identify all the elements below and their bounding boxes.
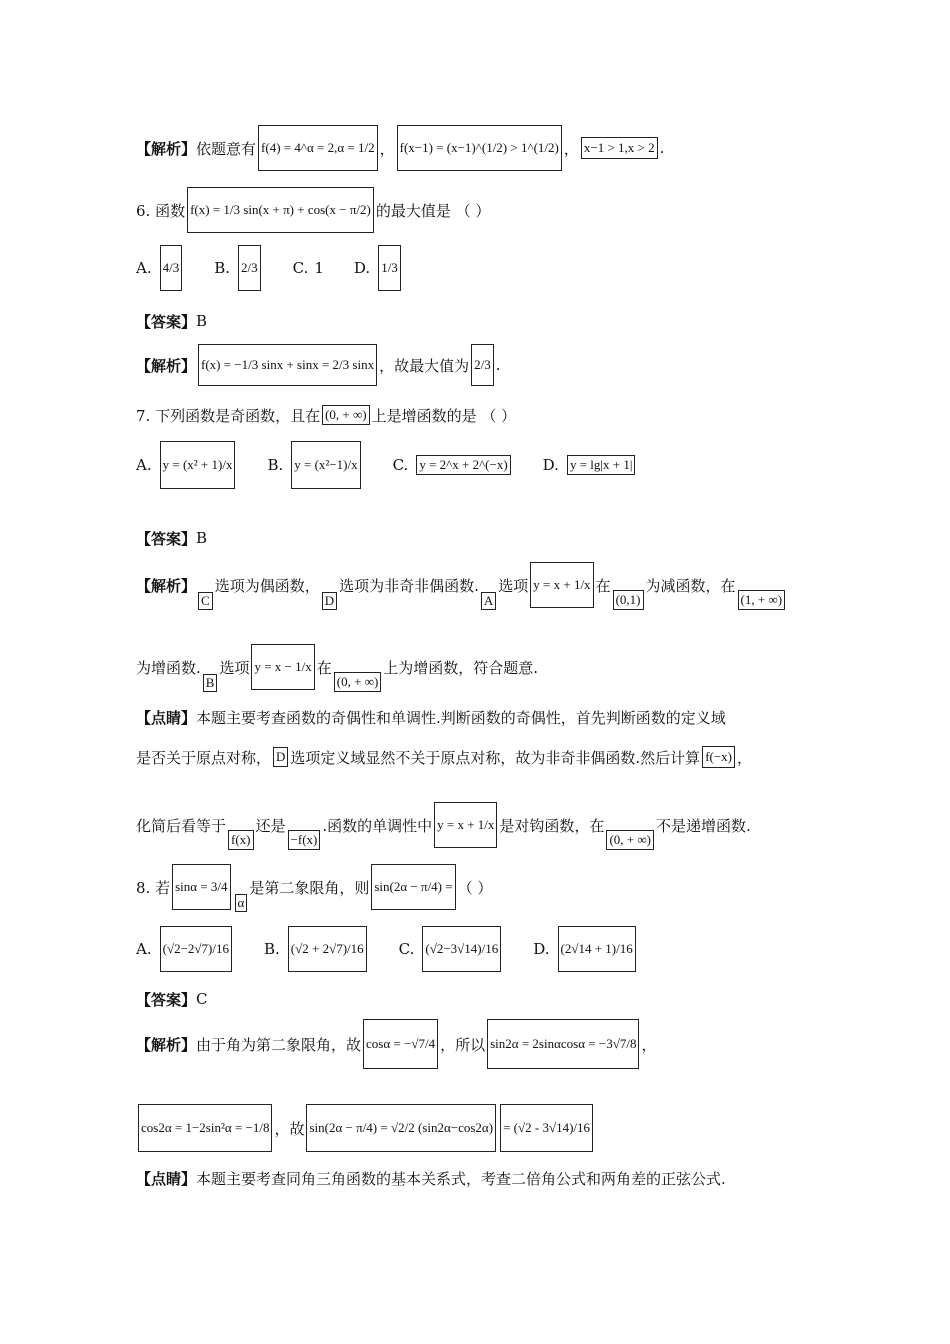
option-c: [399, 926, 504, 972]
math-formula: y = (x² + 1)/x: [160, 441, 236, 489]
math-formula: f(−x): [702, 746, 735, 768]
question-8-options: [136, 925, 850, 973]
answer-line: [136, 310, 850, 332]
math-formula: y = x + 1/x: [530, 562, 593, 608]
math-formula: = (√2 - 3√14)/16: [500, 1104, 593, 1152]
answer-line: [136, 988, 850, 1010]
question-stem: 7. 下列函数是奇函数，且在: [136, 406, 321, 425]
note-line: [136, 744, 850, 770]
option-value: 1: [314, 259, 324, 277]
text: .: [659, 139, 665, 157]
text: 上为增函数，符合题意.: [383, 658, 539, 677]
math-formula: (√2−3√14)/16: [422, 926, 501, 972]
solution-line: [136, 1102, 850, 1154]
option-d: [533, 926, 638, 972]
text: .函数的单调性中: [322, 816, 433, 835]
question-6: [136, 186, 850, 234]
math-formula: f(4) = 4^α = 2,α = 1/2: [258, 125, 378, 171]
option-label: C.: [392, 456, 409, 474]
option-d: [354, 245, 403, 291]
option-label: A.: [136, 456, 152, 474]
section-tag: 【点睛】: [136, 708, 197, 727]
math-formula: 2/3: [471, 344, 494, 386]
text: 本题主要考查函数的奇偶性和单调性.判断函数的奇偶性，首先判断函数的定义域: [196, 708, 726, 727]
option-label: A.: [136, 940, 152, 958]
math-formula: C: [198, 592, 213, 610]
section-tag: 【答案】: [136, 990, 197, 1009]
math-formula: (2√14 + 1)/16: [558, 926, 636, 972]
text: ，所以: [440, 1035, 486, 1054]
math-formula: A: [481, 592, 496, 610]
answer-value: C: [196, 990, 208, 1008]
math-formula: f(x) = −1/3 sinx + sinx = 2/3 sinx: [198, 344, 377, 386]
text: 选项: [498, 576, 529, 595]
text: 为增函数.: [136, 658, 201, 677]
solution-line: [136, 560, 850, 610]
text: 选项为偶函数，: [214, 576, 320, 595]
text: 选项: [219, 658, 250, 677]
note-line: [136, 800, 850, 850]
math-formula: D: [273, 747, 288, 767]
text: 选项为非奇非偶函数.: [339, 576, 479, 595]
solution-line: [136, 342, 850, 388]
option-label: B.: [263, 940, 280, 958]
text: ，: [737, 748, 753, 767]
math-formula: (√2 + 2√7)/16: [288, 926, 367, 972]
question-7-options: [136, 440, 850, 490]
option-label: C.: [292, 259, 309, 277]
math-formula: sin(2α − π/4) =: [371, 864, 455, 910]
math-formula: 2/3: [238, 245, 261, 291]
math-formula: (1, + ∞): [738, 590, 786, 610]
option-label: D.: [542, 456, 559, 474]
answer-value: B: [196, 312, 208, 330]
text: ，: [379, 139, 395, 158]
text: ，故最大值为: [379, 356, 470, 375]
question-stem: 8. 若: [136, 878, 171, 897]
option-a: [136, 441, 237, 489]
option-c: [293, 259, 324, 277]
math-formula: y = (x²−1)/x: [291, 441, 360, 489]
text: 由于角为第二象限角，故: [196, 1035, 362, 1054]
math-formula: (0, + ∞): [606, 830, 654, 850]
question-stem: 上是增函数的是 （ ）: [371, 406, 517, 425]
question-stem: 6. 函数: [136, 201, 186, 220]
answer-line: [136, 527, 850, 549]
question-stem: 的最大值是 （ ）: [375, 201, 491, 220]
math-formula: (0,1): [613, 590, 644, 610]
note-line: [136, 705, 850, 729]
option-a: [136, 926, 234, 972]
text: 为减函数，在: [645, 576, 736, 595]
math-formula: D: [322, 592, 337, 610]
math-formula: y = lg|x + 1|: [567, 455, 635, 475]
note-line: [136, 1166, 850, 1190]
text: 化简后看等于: [136, 816, 227, 835]
question-stem: （ ）: [457, 878, 493, 897]
option-label: D.: [353, 259, 371, 277]
question-8: [136, 862, 850, 912]
math-formula: B: [203, 674, 218, 692]
text: ，: [641, 1035, 657, 1054]
text: 在: [595, 576, 611, 595]
text: 依题意有: [196, 139, 257, 158]
math-formula: f(x): [228, 830, 254, 850]
text: 是对钩函数，在: [499, 816, 605, 835]
math-formula: y = x − 1/x: [251, 644, 314, 690]
option-d: [543, 455, 638, 475]
option-b: [264, 926, 369, 972]
math-formula: 1/3: [378, 245, 401, 291]
math-formula: sinα = 3/4: [172, 864, 230, 910]
answer-value: B: [196, 529, 208, 547]
math-formula: sin2α = 2sinαcosα = −3√7/8: [487, 1019, 639, 1069]
solution-line: [136, 642, 850, 692]
text: 还是: [255, 816, 286, 835]
text: 在: [316, 658, 332, 677]
math-formula: (√2−2√7)/16: [160, 926, 232, 972]
option-label: C.: [398, 940, 415, 958]
option-a: [136, 245, 184, 291]
text: 不是递增函数.: [655, 816, 751, 835]
text: 是否关于原点对称，: [136, 748, 272, 767]
math-formula: (0, + ∞): [334, 672, 382, 692]
text: 本题主要考查同角三角函数的基本关系式，考查二倍角公式和两角差的正弦公式.: [196, 1169, 726, 1188]
option-c: [393, 455, 513, 475]
math-formula: sin(2α − π/4) = √2/2 (sin2α−cos2α): [306, 1104, 496, 1152]
question-7: [136, 403, 850, 427]
math-formula: −f(x): [288, 830, 321, 850]
math-formula: x−1 > 1,x > 2: [581, 137, 658, 159]
option-label: D.: [533, 940, 550, 958]
text: .: [495, 356, 501, 374]
math-formula: y = x + 1/x: [434, 802, 497, 848]
section-tag: 【解析】: [136, 356, 197, 375]
section-tag: 【解析】: [136, 1035, 197, 1054]
math-formula: y = 2^x + 2^(−x): [416, 455, 510, 475]
math-formula: 4/3: [160, 245, 183, 291]
text: ，: [563, 139, 579, 158]
section-tag: 【点睛】: [136, 1169, 197, 1188]
math-formula: f(x) = 1/3 sin(x + π) + cos(x − π/2): [187, 187, 374, 233]
option-label: B.: [214, 259, 231, 277]
section-tag: 【解析】: [136, 576, 197, 595]
section-tag: 【答案】: [136, 529, 197, 548]
math-formula: cosα = −√7/4: [363, 1019, 438, 1069]
option-b: [214, 245, 262, 291]
text: 选项定义域显然不关于原点对称，故为非奇非偶函数.然后计算: [290, 748, 701, 767]
section-tag: 【答案】: [136, 312, 197, 331]
math-formula: cos2α = 1−2sin²α = −1/8: [138, 1104, 272, 1152]
math-formula: (0, + ∞): [322, 405, 370, 425]
option-b: [267, 441, 362, 489]
solution-line: [136, 124, 850, 172]
text: ，故: [274, 1119, 305, 1138]
option-label: A.: [136, 259, 152, 277]
option-label: B.: [267, 456, 284, 474]
question-6-options: [136, 244, 850, 292]
section-tag: 【解析】: [136, 139, 197, 158]
math-formula: f(x−1) = (x−1)^(1/2) > 1^(1/2): [397, 125, 562, 171]
solution-line: [136, 1018, 850, 1070]
math-formula: α: [235, 894, 248, 912]
question-stem: 是第二象限角，则: [249, 878, 370, 897]
